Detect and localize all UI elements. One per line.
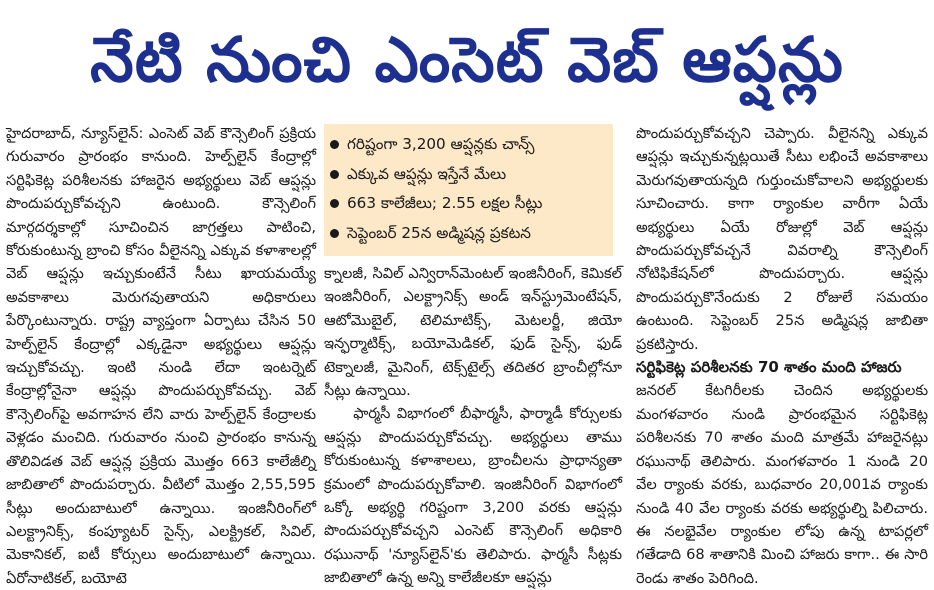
column-3-paragraph-2: జనరల్ కేటగిరీలకు చెందిన అభ్యర్థులకు మంగళవారం నుండి ప్రారంభమైన సర్టిఫికెట్ల పరిశీలనకు 70 శాతం మంది మాత్రమే హాజరైనట్లు రఘునాథ్ తెలిపారు. మంగళవారం 1 నుండి 20 వేల ర్యాంకు వరకు, బుధవారం 20,001వ ర్యాంకు నుండి 40 వేల ర్యాంకు వరకు అభ్యర్థుల్ని పిలిచారు. ఈ నలభైవేల ర్యాంకుల లోపు ఉన్న టాపర్లలో గతేడాది 68 శాతానికి మించి హాజరు కాగా.. ఈ సారి రెండు శాతం పెరిగింది. xyxy=(636,382,928,587)
column-2-paragraph-1: క్నాలజీ, సివిల్ ఎన్విరాన్‌మెంటల్ ఇంజినీరింగ్, కెమికల్ ఇంజినీరింగ్, ఎలక్ట్రానిక్స్ అండ్ ఇన్‌స్ట్రుమెంటేషన్, ఆటోమొబైల్, టెలిమాటిక్స్, మెటలర్జీ, జియో ఇన్ఫర్మాటిక్స్, బయోమెడికల్, ఫుడ్ సైన్స్, ఫుడ్ టెక్నాలజీ, మైనింగ్, టెక్స్‌టైల్స్ తదితర బ్రాంచీల్లోనూ సీట్లు ఉన్నాయి. xyxy=(324,265,622,400)
headline: నేటి నుంచి ఎంసెట్ వెబ్ ఆప్షన్లు xyxy=(90,23,844,96)
article-column-2 xyxy=(324,262,622,590)
article-column-3 xyxy=(636,122,928,590)
highlights-box xyxy=(324,124,613,256)
column-1-text: హైదరాబాద్, న్యూస్‌లైన్: ఎంసెట్ వెబ్ కౌన్సెలింగ్ ప్రక్రియ గురువారం ప్రారంభం కానుంది. హెల్ప్‌లైన్ కేంద్రాల్లో సర్టిఫికెట్ల పరిశీలనకు హాజరైన అభ్యర్థులు వెబ్ ఆప్షన్లు పొందుపర్చుకోవచ్చని ఉంటుంది. కౌన్సెలింగ్ మార్గదర్శకాల్లో సూచించిన జాగ్రత్తలు పాటించి, కోరుకుంటున్న బ్రాంచి కోసం వీలైనన్ని ఎక్కువ కళాశాలల్లో వెబ్ ఆప్షన్లు ఇచ్చుకుంటేనే సీటు ఖాయమయ్యే అవకాశాలు మెరుగవుతాయని అధికారులు పేర్కొంటున్నారు. రాష్ట్ర వ్యాప్తంగా ఏర్పాటు చేసిన 50 హెల్ప్‌లైన్ కేంద్రాల్లో ఎక్కడైనా అభ్యర్థులు ఆప్షన్లు ఇచ్చుకోవచ్చు. ఇంటి నుండి లేదా ఇంటర్నెట్ కేంద్రాల్లోనైనా ఆప్షన్లు పొందుపర్చుకోవచ్చు. వెబ్ కౌన్సెలింగ్‌పై అవగాహన లేని వారు హెల్ప్‌లైన్ కేంద్రాలకు వెళ్లడం మంచిది. గురువారం నుంచి ప్రారంభం కానున్న తొలివిడత వెబ్ ఆప్షన్ల ప్రక్రియ మొత్తం 663 కాలేజీల్ని జాబితాలో పొందుపర్చారు. వీటిలో మొత్తం 2,55,595 సీట్లు అందుబాటులో ఉన్నాయి. ఇంజినీరింగ్‌లో ఎలక్ట్రానిక్స్, కంప్యూటర్ సైన్స్, ఎలక్ట్రికల్, సివిల్, మెకానికల్, ఐటీ కోర్సులు అందుబాటులో ఉన్నాయి. ఏరోనాటికల్, బయోటె xyxy=(6,125,316,587)
article-column-1 xyxy=(6,122,316,590)
highlight-text: సెప్టెంబర్ 25న అడ్మిషన్ల ప్రకటన xyxy=(347,223,531,242)
column-2-paragraph-2: ఫార్మసీ విభాగంలో బీఫార్మసీ, ఫార్మాడీ కోర్సులకు ఆప్షన్లు పొందుపర్చుకోవచ్చు. అభ్యర్థులు తాము కోరుకుంటున్న కళాశాలలు, బ్రాంచీలను ప్రాధాన్యతా క్రమంలో పొందుపర్చుకోవాలి. ఇంజినీరింగ్ విభాగంలో ఒక్కో అభ్యర్థి గరిష్టంగా 3,200 వరకు ఆప్షన్లు పొందుపర్చుకోవచ్చని ఎంసెట్ కౌన్సెలింగ్ అధికారి రఘునాథ్ 'న్యూస్‌లైన్'కు తెలిపారు. ఫార్మసీ సీట్లకు జాబితాలో ఉన్న అన్ని కాలేజీలకూ ఆప్షన్లు xyxy=(324,405,622,587)
bullet-icon xyxy=(330,229,339,238)
bullet-icon xyxy=(330,199,339,208)
highlight-item xyxy=(330,189,613,219)
bullet-icon xyxy=(330,170,339,179)
highlight-text: 663 కాలేజీలు; 2.55 లక్షల సీట్లు xyxy=(347,194,543,213)
highlight-text: ఎక్కువ ఆప్షన్లు ఇస్తేనే మేలు xyxy=(347,164,507,183)
highlight-item xyxy=(330,130,613,160)
highlight-item xyxy=(330,219,613,249)
highlight-text: గరిష్టంగా 3,200 ఆప్షన్లకు చాన్స్ xyxy=(347,135,535,153)
highlight-item xyxy=(330,160,613,190)
bullet-icon xyxy=(330,140,339,149)
column-3-paragraph-1: పొందుపర్చుకోవచ్చని చెప్పారు. వీలైనన్ని ఎక్కువ ఆప్షన్లు ఇచ్చుకున్నట్లయితే సీటు లభించే అవకాశాలు మెరుగవుతాయన్నది గుర్తుంచుకోవాలని అభ్యర్థులకు సూచించారు. కాగా ర్యాంకుల వారీగా ఏయే అభ్యర్థులు ఏయే రోజుల్లో వెబ్ ఆప్షన్లు పొందుపర్చుకోవచ్చనే వివరాల్ని కౌన్సెలింగ్ నోటిఫికేషన్‌లో పొందుపర్చారు. ఆప్షన్లు పొందుపర్చుకొనేందుకు 2 రోజులే సమయం ఉంటుంది. సెప్టెంబర్ 25న అడ్మిషన్ల జాబితా ప్రకటిస్తారు. xyxy=(636,125,928,353)
column-3-subheading: సర్టిఫికెట్ల పరిశీలనకు 70 శాతం మంది హాజరు xyxy=(636,358,902,377)
